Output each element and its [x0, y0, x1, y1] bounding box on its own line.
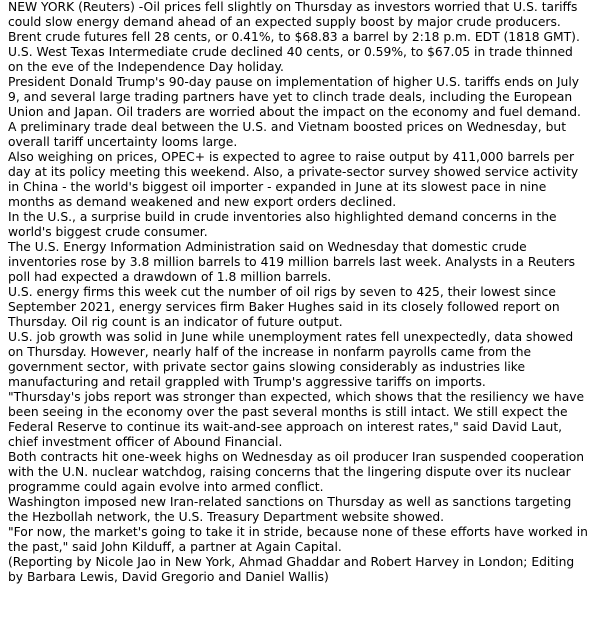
- article-paragraph: U.S. job growth was solid in June while unemployment rates fell unexpectedly, data showed on Thursday. However, nearly half of the increase in nonfarm payrolls came from the government sector, with private sector gains slowing considerably as industries like manufacturing and retail grappled with Trump's aggressive tariffs on imports.: [8, 330, 574, 389]
- article-paragraph: Also weighing on prices, OPEC+ is expected to agree to raise output by 411,000 barrels per day at its policy meeting this weekend. Also, a private-sector survey showed service activity in China - the world's biggest oil importer - expanded in June at its slowest pace in nine months as demand weakened and new export orders declined.: [8, 150, 579, 209]
- article-paragraph: President Donald Trump's 90-day pause on implementation of higher U.S. tariffs ends on July 9, and several large trading partners have yet to clinch trade deals, including the European Union and Japan. Oil traders are worried about the impact on the economy and fuel demand.: [8, 75, 581, 119]
- article-paragraph: Brent crude futures fell 28 cents, or 0.41%, to $68.83 a barrel by 2:18 p.m. EDT (1818 GMT). U.S. West Texas Intermediate crude declined 40 cents, or 0.59%, to $67.05 in trade thinned on the eve of the Independence Day holiday.: [8, 30, 580, 74]
- article-paragraph: "For now, the market's going to take it in stride, because none of these efforts have worked in the past," said John Kilduff, a partner at Again Capital.: [8, 525, 588, 554]
- article-paragraph: The U.S. Energy Information Administration said on Wednesday that domestic crude inventories rose by 3.8 million barrels to 419 million barrels last week. Analysts in a Reuters poll had expected a drawdown of 1.8 million barrels.: [8, 240, 576, 284]
- article-paragraph: Washington imposed new Iran-related sanctions on Thursday as well as sanctions targeting the Hezbollah network, the U.S. Treasury Department website showed.: [8, 495, 572, 524]
- article-paragraph: "Thursday's jobs report was stronger than expected, which shows that the resiliency we have been seeing in the economy over the past several months is still intact. We still expect the Federal Reserve to continue its wait-and-see approach on interest rates," said David Laut, chief investment officer of Abound Financial.: [8, 390, 585, 449]
- article-paragraph: In the U.S., a surprise build in crude inventories also highlighted demand concerns in the world's biggest crude consumer.: [8, 210, 557, 239]
- article-paragraph: NEW YORK (Reuters) -Oil prices fell slightly on Thursday as investors worried that U.S. tariffs could slow energy demand ahead of an expected supply boost by major crude producers.: [8, 0, 578, 29]
- article-paragraph: U.S. energy firms this week cut the number of oil rigs by seven to 425, their lowest since September 2021, energy services firm Baker Hughes said in its closely followed report on Thursday. Oil rig count is an indicator of future output.: [8, 285, 560, 329]
- article-credits: (Reporting by Nicole Jao in New York, Ahmad Ghaddar and Robert Harvey in London; Editing by Barbara Lewis, David Gregorio and Daniel Wallis): [8, 555, 575, 584]
- article-paragraph: A preliminary trade deal between the U.S. and Vietnam boosted prices on Wednesday, but overall tariff uncertainty looms large.: [8, 120, 567, 149]
- article-paragraph: Both contracts hit one-week highs on Wednesday as oil producer Iran suspended cooperation with the U.N. nuclear watchdog, raising concerns that the lingering dispute over its nuclear programme could again evolve into armed conflict.: [8, 450, 585, 494]
